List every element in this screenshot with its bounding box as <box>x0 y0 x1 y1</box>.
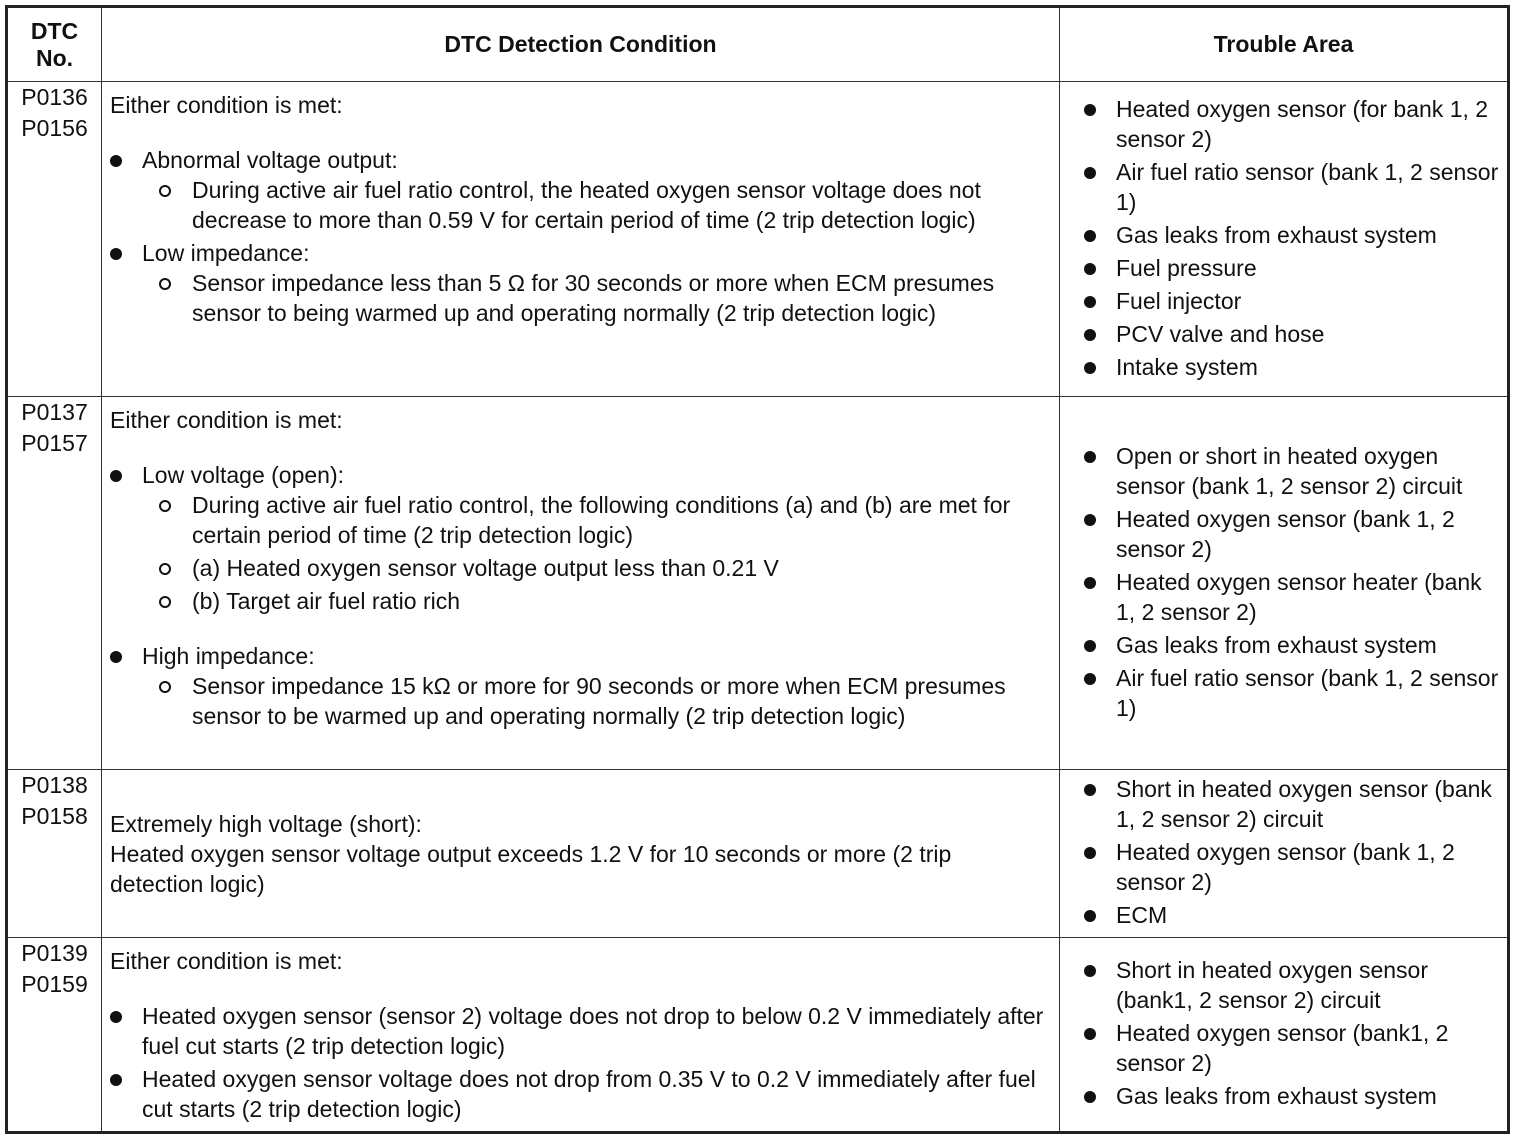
dtc-code: P0157 <box>21 430 88 456</box>
header-detection-condition: DTC Detection Condition <box>102 7 1060 82</box>
dtc-code-cell <box>7 82 102 397</box>
trouble-area-list <box>1084 955 1501 1111</box>
trouble-area-cell <box>1060 770 1509 938</box>
trouble-area-item: ECM <box>1084 900 1501 930</box>
trouble-area-item: Fuel injector <box>1084 286 1501 316</box>
condition-cell <box>102 397 1060 770</box>
condition-item <box>110 238 1049 328</box>
condition-item: Heated oxygen sensor (sensor 2) voltage does not drop to below 0.2 V immediately after fuel cut starts (2 trip detection logic) <box>110 1001 1049 1061</box>
condition-intro: Either condition is met: <box>110 92 343 118</box>
trouble-area-item: Gas leaks from exhaust system <box>1084 220 1501 250</box>
header-trouble-area: Trouble Area <box>1060 7 1509 82</box>
table-row <box>7 397 1509 770</box>
dtc-code: P0159 <box>21 971 88 997</box>
condition-list <box>110 145 1049 328</box>
condition-label: Abnormal voltage output: <box>142 147 398 173</box>
condition-subitem: During active air fuel ratio control, the heated oxygen sensor voltage does not decrease to more than 0.59 V for certain period of time (2 trip detection logic) <box>142 175 1049 235</box>
trouble-area-cell <box>1060 82 1509 397</box>
trouble-area-item: Air fuel ratio sensor (bank 1, 2 sensor 1) <box>1084 157 1501 217</box>
header-dtc-no: DTC No. <box>7 7 102 82</box>
condition-intro: Either condition is met: <box>110 407 343 433</box>
trouble-area-list <box>1084 774 1501 930</box>
condition-cell <box>102 770 1060 938</box>
condition-label: Low impedance: <box>142 240 310 266</box>
table-row <box>7 938 1509 1133</box>
condition-item <box>110 641 1049 731</box>
condition-item: Heated oxygen sensor voltage does not drop from 0.35 V to 0.2 V immediately after fuel cut starts (2 trip detection logic) <box>110 1064 1049 1124</box>
trouble-area-list <box>1084 94 1501 382</box>
dtc-code: P0156 <box>21 115 88 141</box>
trouble-area-item: Air fuel ratio sensor (bank 1, 2 sensor 1) <box>1084 663 1501 723</box>
condition-subitem: Sensor impedance 15 kΩ or more for 90 seconds or more when ECM presumes sensor to be warmed up and operating normally (2 trip detection logic) <box>142 671 1049 731</box>
trouble-area-list <box>1084 441 1501 723</box>
condition-subitem: Sensor impedance less than 5 Ω for 30 seconds or more when ECM presumes sensor to being warmed up and operating normally (2 trip detection logic) <box>142 268 1049 328</box>
dtc-code-cell <box>7 397 102 770</box>
condition-label: High impedance: <box>142 643 315 669</box>
trouble-area-item: Intake system <box>1084 352 1501 382</box>
dtc-code: P0158 <box>21 803 88 829</box>
trouble-area-item: Heated oxygen sensor (for bank 1, 2 sensor 2) <box>1084 94 1501 154</box>
trouble-area-item: Short in heated oxygen sensor (bank 1, 2 sensor 2) circuit <box>1084 774 1501 834</box>
condition-label: Low voltage (open): <box>142 462 345 488</box>
trouble-area-item: PCV valve and hose <box>1084 319 1501 349</box>
trouble-area-item: Short in heated oxygen sensor (bank1, 2 sensor 2) circuit <box>1084 955 1501 1015</box>
dtc-code: P0137 <box>21 399 88 425</box>
dtc-code: P0138 <box>21 772 88 798</box>
trouble-area-item: Heated oxygen sensor (bank 1, 2 sensor 2) <box>1084 504 1501 564</box>
condition-list <box>110 1001 1049 1124</box>
table-row <box>7 82 1509 397</box>
trouble-area-item: Gas leaks from exhaust system <box>1084 630 1501 660</box>
trouble-area-item: Fuel pressure <box>1084 253 1501 283</box>
dtc-code: P0136 <box>21 84 88 110</box>
condition-cell <box>102 938 1060 1133</box>
dtc-code-cell <box>7 938 102 1133</box>
trouble-area-item: Heated oxygen sensor heater (bank 1, 2 sensor 2) <box>1084 567 1501 627</box>
condition-intro: Either condition is met: <box>110 948 343 974</box>
header-row <box>7 7 1509 82</box>
dtc-code: P0139 <box>21 940 88 966</box>
dtc-code-cell <box>7 770 102 938</box>
trouble-area-item: Gas leaks from exhaust system <box>1084 1081 1501 1111</box>
condition-subitem: (a) Heated oxygen sensor voltage output less than 0.21 V <box>142 553 1049 583</box>
trouble-area-item: Heated oxygen sensor (bank 1, 2 sensor 2) <box>1084 837 1501 897</box>
trouble-area-item: Open or short in heated oxygen sensor (bank 1, 2 sensor 2) circuit <box>1084 441 1501 501</box>
trouble-area-cell <box>1060 397 1509 770</box>
condition-subitem: During active air fuel ratio control, the following conditions (a) and (b) are met for certain period of time (2 trip detection logic) <box>142 490 1049 550</box>
dtc-table <box>5 5 1510 1134</box>
trouble-area-item: Heated oxygen sensor (bank1, 2 sensor 2) <box>1084 1018 1501 1078</box>
condition-item <box>110 460 1049 616</box>
condition-text: Extremely high voltage (short): <box>110 810 422 837</box>
condition-cell <box>102 82 1060 397</box>
condition-subitem: (b) Target air fuel ratio rich <box>142 586 1049 616</box>
condition-list <box>110 460 1049 731</box>
condition-text: Heated oxygen sensor voltage output exceeds 1.2 V for 10 seconds or more (2 trip detection logic) <box>110 840 952 897</box>
condition-item <box>110 145 1049 235</box>
trouble-area-cell <box>1060 938 1509 1133</box>
table-row <box>7 770 1509 938</box>
